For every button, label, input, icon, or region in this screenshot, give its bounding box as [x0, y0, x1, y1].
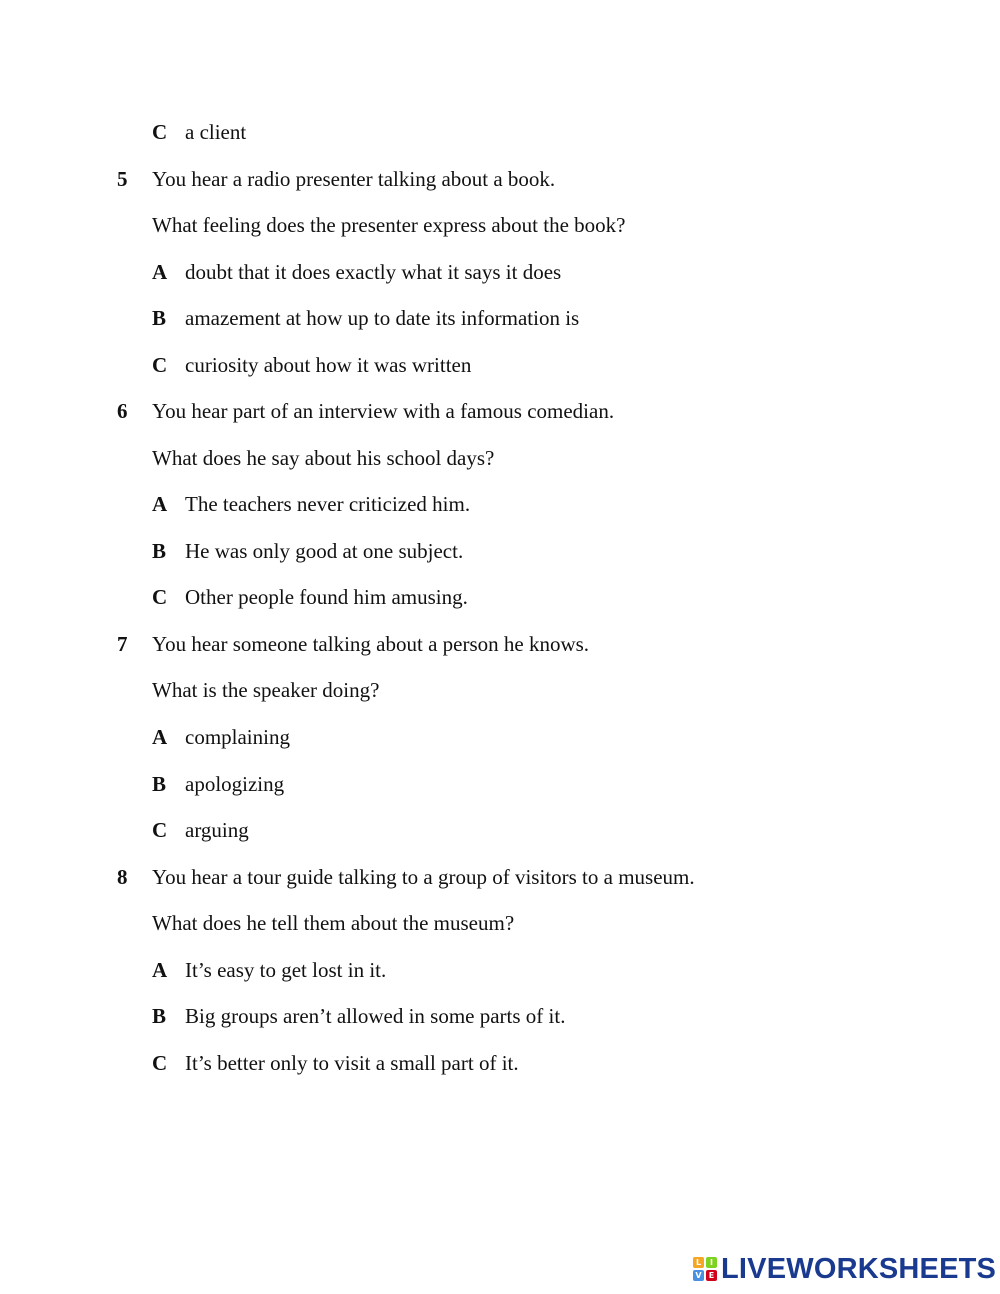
- option-text: a client: [185, 120, 247, 144]
- option-letter: B: [152, 306, 167, 330]
- option-letter: C: [152, 818, 168, 842]
- question-context: You hear a radio presenter talking about a book.: [152, 167, 556, 191]
- question-prompt: What does he tell them about the museum?: [152, 911, 515, 935]
- question-number: 6: [117, 399, 128, 423]
- question-context: You hear a tour guide talking to a group of visitors to a museum.: [152, 865, 695, 889]
- option-text: amazement at how up to date its information is: [185, 306, 580, 330]
- option-letter: B: [152, 539, 167, 563]
- option-text: Big groups aren’t allowed in some parts of it.: [185, 1004, 566, 1028]
- question-prompt: What feeling does the presenter express about the book?: [152, 213, 626, 237]
- logo-mark-tile: L: [693, 1257, 704, 1268]
- option-letter: C: [152, 353, 168, 377]
- option-letter: A: [152, 492, 168, 516]
- option-letter: C: [152, 120, 168, 144]
- option-text: It’s easy to get lost in it.: [185, 958, 387, 982]
- option-letter: B: [152, 772, 167, 796]
- question-number: 8: [117, 865, 128, 889]
- option-letter: B: [152, 1004, 167, 1028]
- question-context: You hear someone talking about a person he knows.: [152, 632, 590, 656]
- option-letter: C: [152, 585, 168, 609]
- logo-mark-tile: E: [706, 1270, 717, 1281]
- question-number: 7: [117, 632, 128, 656]
- option-text: He was only good at one subject.: [185, 539, 464, 563]
- option-letter: A: [152, 260, 168, 284]
- question-prompt: What is the speaker doing?: [152, 678, 380, 702]
- option-text: complaining: [185, 725, 290, 749]
- option-letter: A: [152, 958, 168, 982]
- option-text: doubt that it does exactly what it says it does: [185, 260, 562, 284]
- option-text: curiosity about how it was written: [185, 353, 472, 377]
- liveworksheets-logo: [693, 1253, 996, 1285]
- option-letter: C: [152, 1051, 168, 1075]
- option-text: It’s better only to visit a small part of it.: [185, 1051, 519, 1075]
- option-text: The teachers never criticized him.: [185, 492, 471, 516]
- logo-mark-tile: I: [706, 1257, 717, 1268]
- logo-mark-tile: V: [693, 1270, 704, 1281]
- option-text: Other people found him amusing.: [185, 585, 468, 609]
- option-text: arguing: [185, 818, 249, 842]
- logo-text: LIVEWORKSHEETS: [721, 1253, 997, 1285]
- option-letter: A: [152, 725, 168, 749]
- option-text: apologizing: [185, 772, 285, 796]
- question-context: You hear part of an interview with a famous comedian.: [152, 399, 615, 423]
- logo-mark-icon: [693, 1257, 717, 1281]
- question-prompt: What does he say about his school days?: [152, 446, 495, 470]
- question-number: 5: [117, 167, 128, 191]
